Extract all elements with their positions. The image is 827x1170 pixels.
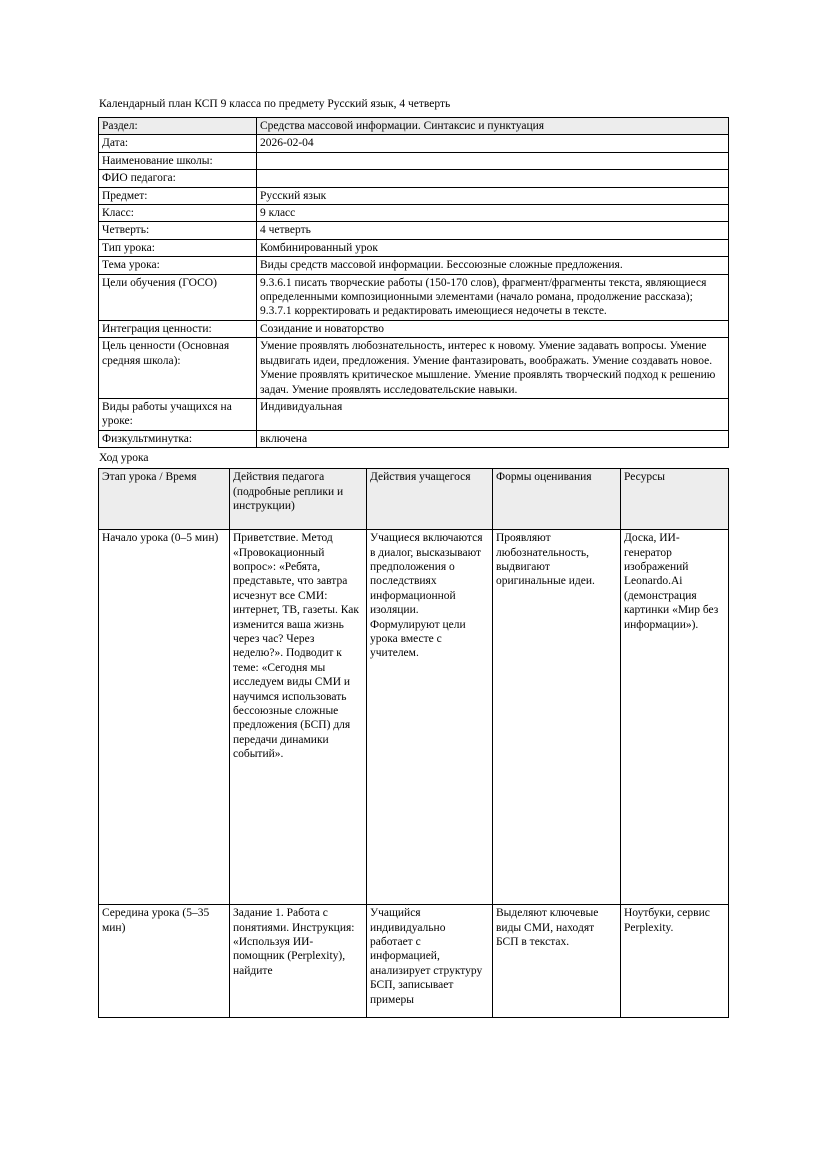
table-header-row xyxy=(99,469,729,530)
lesson-table-head xyxy=(99,469,729,530)
table-row xyxy=(99,398,729,430)
info-value: Созидание и новаторство xyxy=(257,320,729,337)
cell-assessment: Проявляют любознательность, выдвигают оригинальные идеи. xyxy=(493,530,621,905)
lesson-flow-table xyxy=(98,468,729,1018)
table-row xyxy=(99,338,729,399)
info-label: ФИО педагога: xyxy=(99,170,257,187)
info-value xyxy=(257,152,729,169)
table-row xyxy=(99,152,729,169)
section-heading-lesson-flow: Ход урока xyxy=(99,452,149,465)
cell-teacher-actions: Задание 1. Работа с понятиями. Инструкция: «Используя ИИ-помощник (Perplexity), найдите xyxy=(230,905,367,1018)
table-row xyxy=(99,257,729,274)
table-row xyxy=(99,187,729,204)
column-header-stage: Этап урока / Время xyxy=(99,469,230,530)
table-row xyxy=(99,239,729,256)
info-value: 2026-02-04 xyxy=(257,135,729,152)
info-value: Русский язык xyxy=(257,187,729,204)
cell-resources: Доска, ИИ-генератор изображений Leonardo.Ai (демонстрация картинки «Мир без информации»). xyxy=(621,530,729,905)
table-row xyxy=(99,905,729,1018)
table-row xyxy=(99,320,729,337)
cell-stage: Начало урока (0–5 мин) xyxy=(99,530,230,905)
info-value: Средства массовой информации. Синтаксис и пунктуация xyxy=(257,118,729,135)
column-header-assessment: Формы оценивания xyxy=(493,469,621,530)
column-header-teacher-actions: Действия педагога (подробные реплики и инструкции) xyxy=(230,469,367,530)
cell-assessment: Выделяют ключевые виды СМИ, находят БСП в текстах. xyxy=(493,905,621,1018)
info-label: Предмет: xyxy=(99,187,257,204)
info-label: Класс: xyxy=(99,205,257,222)
info-value: Умение проявлять любознательность, интерес к новому. Умение задавать вопросы. Умение выдвигать идеи, предложения. Умение фантазировать, воображать. Умение создавать новое. Умение проявлять критическое мышление. Умение проявлять творческий подход к решению задач. Умение проявлять исследовательские навыки. xyxy=(257,338,729,399)
info-label: Четверть: xyxy=(99,222,257,239)
info-value xyxy=(257,170,729,187)
info-label: Дата: xyxy=(99,135,257,152)
info-label: Физкультминутка: xyxy=(99,430,257,447)
info-label: Цель ценности (Основная средняя школа): xyxy=(99,338,257,399)
info-label: Цели обучения (ГОСО) xyxy=(99,274,257,320)
table-row xyxy=(99,118,729,135)
page-title: Календарный план КСП 9 класса по предмету Русский язык, 4 четверть xyxy=(99,98,451,110)
info-label: Наименование школы: xyxy=(99,152,257,169)
cell-stage: Середина урока (5–35 мин) xyxy=(99,905,230,1018)
info-value: 4 четверть xyxy=(257,222,729,239)
info-value: включена xyxy=(257,430,729,447)
info-label: Тема урока: xyxy=(99,257,257,274)
column-header-student-actions: Действия учащегося xyxy=(367,469,493,530)
table-row xyxy=(99,135,729,152)
table-row xyxy=(99,274,729,320)
table-row xyxy=(99,430,729,447)
info-value: Виды средств массовой информации. Бессоюзные сложные предложения. xyxy=(257,257,729,274)
table-row xyxy=(99,205,729,222)
info-value: 9.3.6.1 писать творческие работы (150-170 слов), фрагмент/фрагменты текста, являющиеся определенными композиционными элементами (начало романа, продолжение рассказа); 9.3.7.1 корректировать и редактировать имеющиеся недочеты в тексте. xyxy=(257,274,729,320)
info-value: 9 класс xyxy=(257,205,729,222)
table-row xyxy=(99,170,729,187)
table-row xyxy=(99,222,729,239)
info-label: Тип урока: xyxy=(99,239,257,256)
info-label: Интеграция ценности: xyxy=(99,320,257,337)
column-header-resources: Ресурсы xyxy=(621,469,729,530)
info-table-body xyxy=(99,118,729,448)
info-label: Раздел: xyxy=(99,118,257,135)
table-row xyxy=(99,530,729,905)
lesson-table-body xyxy=(99,530,729,1018)
cell-teacher-actions: Приветствие. Метод «Провокационный вопрос»: «Ребята, представьте, что завтра исчезнут все СМИ: интернет, ТВ, газеты. Как изменится ваша жизнь через час? Через неделю?». Подводит к теме: «Сегодня мы исследуем виды СМИ и научимся использовать бессоюзные сложные предложения (БСП) для передачи динамики событий». xyxy=(230,530,367,905)
cell-resources: Ноутбуки, сервис Perplexity. xyxy=(621,905,729,1018)
lesson-info-table xyxy=(98,117,729,448)
info-label: Виды работы учащихся на уроке: xyxy=(99,398,257,430)
info-value: Индивидуальная xyxy=(257,398,729,430)
cell-student-actions: Учащийся индивидуально работает с информацией, анализирует структуру БСП, записывает примеры xyxy=(367,905,493,1018)
cell-student-actions: Учащиеся включаются в диалог, высказывают предположения о последствиях информационной изоляции. Формулируют цели урока вместе с учителем. xyxy=(367,530,493,905)
info-value: Комбинированный урок xyxy=(257,239,729,256)
